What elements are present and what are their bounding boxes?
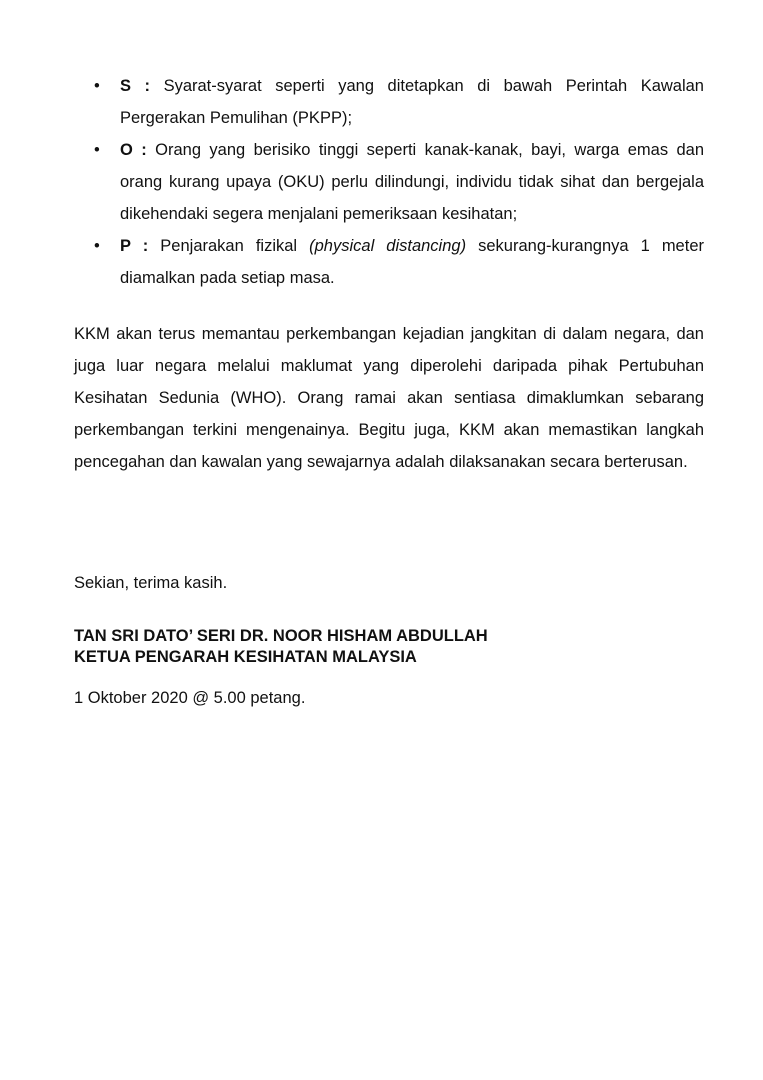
signatory-name: TAN SRI DATO’ SERI DR. NOOR HISHAM ABDULLAH	[74, 627, 488, 645]
list-item	[96, 70, 704, 134]
list-item	[96, 230, 704, 294]
bullet-key: O :	[120, 141, 147, 159]
signatory-title: KETUA PENGARAH KESIHATAN MALAYSIA	[74, 648, 417, 666]
bullet-text: Penjarakan fizikal	[160, 237, 310, 255]
date: 1 Oktober 2020 @ 5.00 petang.	[74, 689, 306, 707]
bullet-text: sekurang-kurangnya 1 meter diamalkan pada setiap masa.	[120, 237, 704, 287]
list-item	[96, 134, 704, 230]
bullet-italic: (physical distancing)	[309, 237, 467, 255]
body-paragraph: KKM akan terus memantau perkembangan kejadian jangkitan di dalam negara, dan juga luar negara melalui maklumat yang diperolehi daripada pihak Pertubuhan Kesihatan Sedunia (WHO). Orang ramai akan sentiasa dimaklumkan sebarang perkembangan terkini mengenainya. Begitu juga, KKM akan memastikan langkah pencegahan dan kawalan yang sewajarnya adalah dilaksanakan secara berterusan.	[74, 325, 704, 471]
closing: Sekian, terima kasih.	[74, 574, 228, 592]
bullet-key: P :	[120, 237, 149, 255]
bullet-text: Orang yang berisiko tinggi seperti kanak-kanak, bayi, warga emas dan orang kurang upaya (OKU) perlu dilindungi, individu tidak sihat dan bergejala dikehendaki segera menjalani pemeriksaan kesihatan;	[120, 141, 704, 223]
bullet-key: S :	[120, 77, 151, 95]
bullet-text: Syarat-syarat seperti yang ditetapkan di bawah Perintah Kawalan Pergerakan Pemulihan (PKPP);	[120, 77, 704, 127]
sop-list	[96, 70, 704, 294]
